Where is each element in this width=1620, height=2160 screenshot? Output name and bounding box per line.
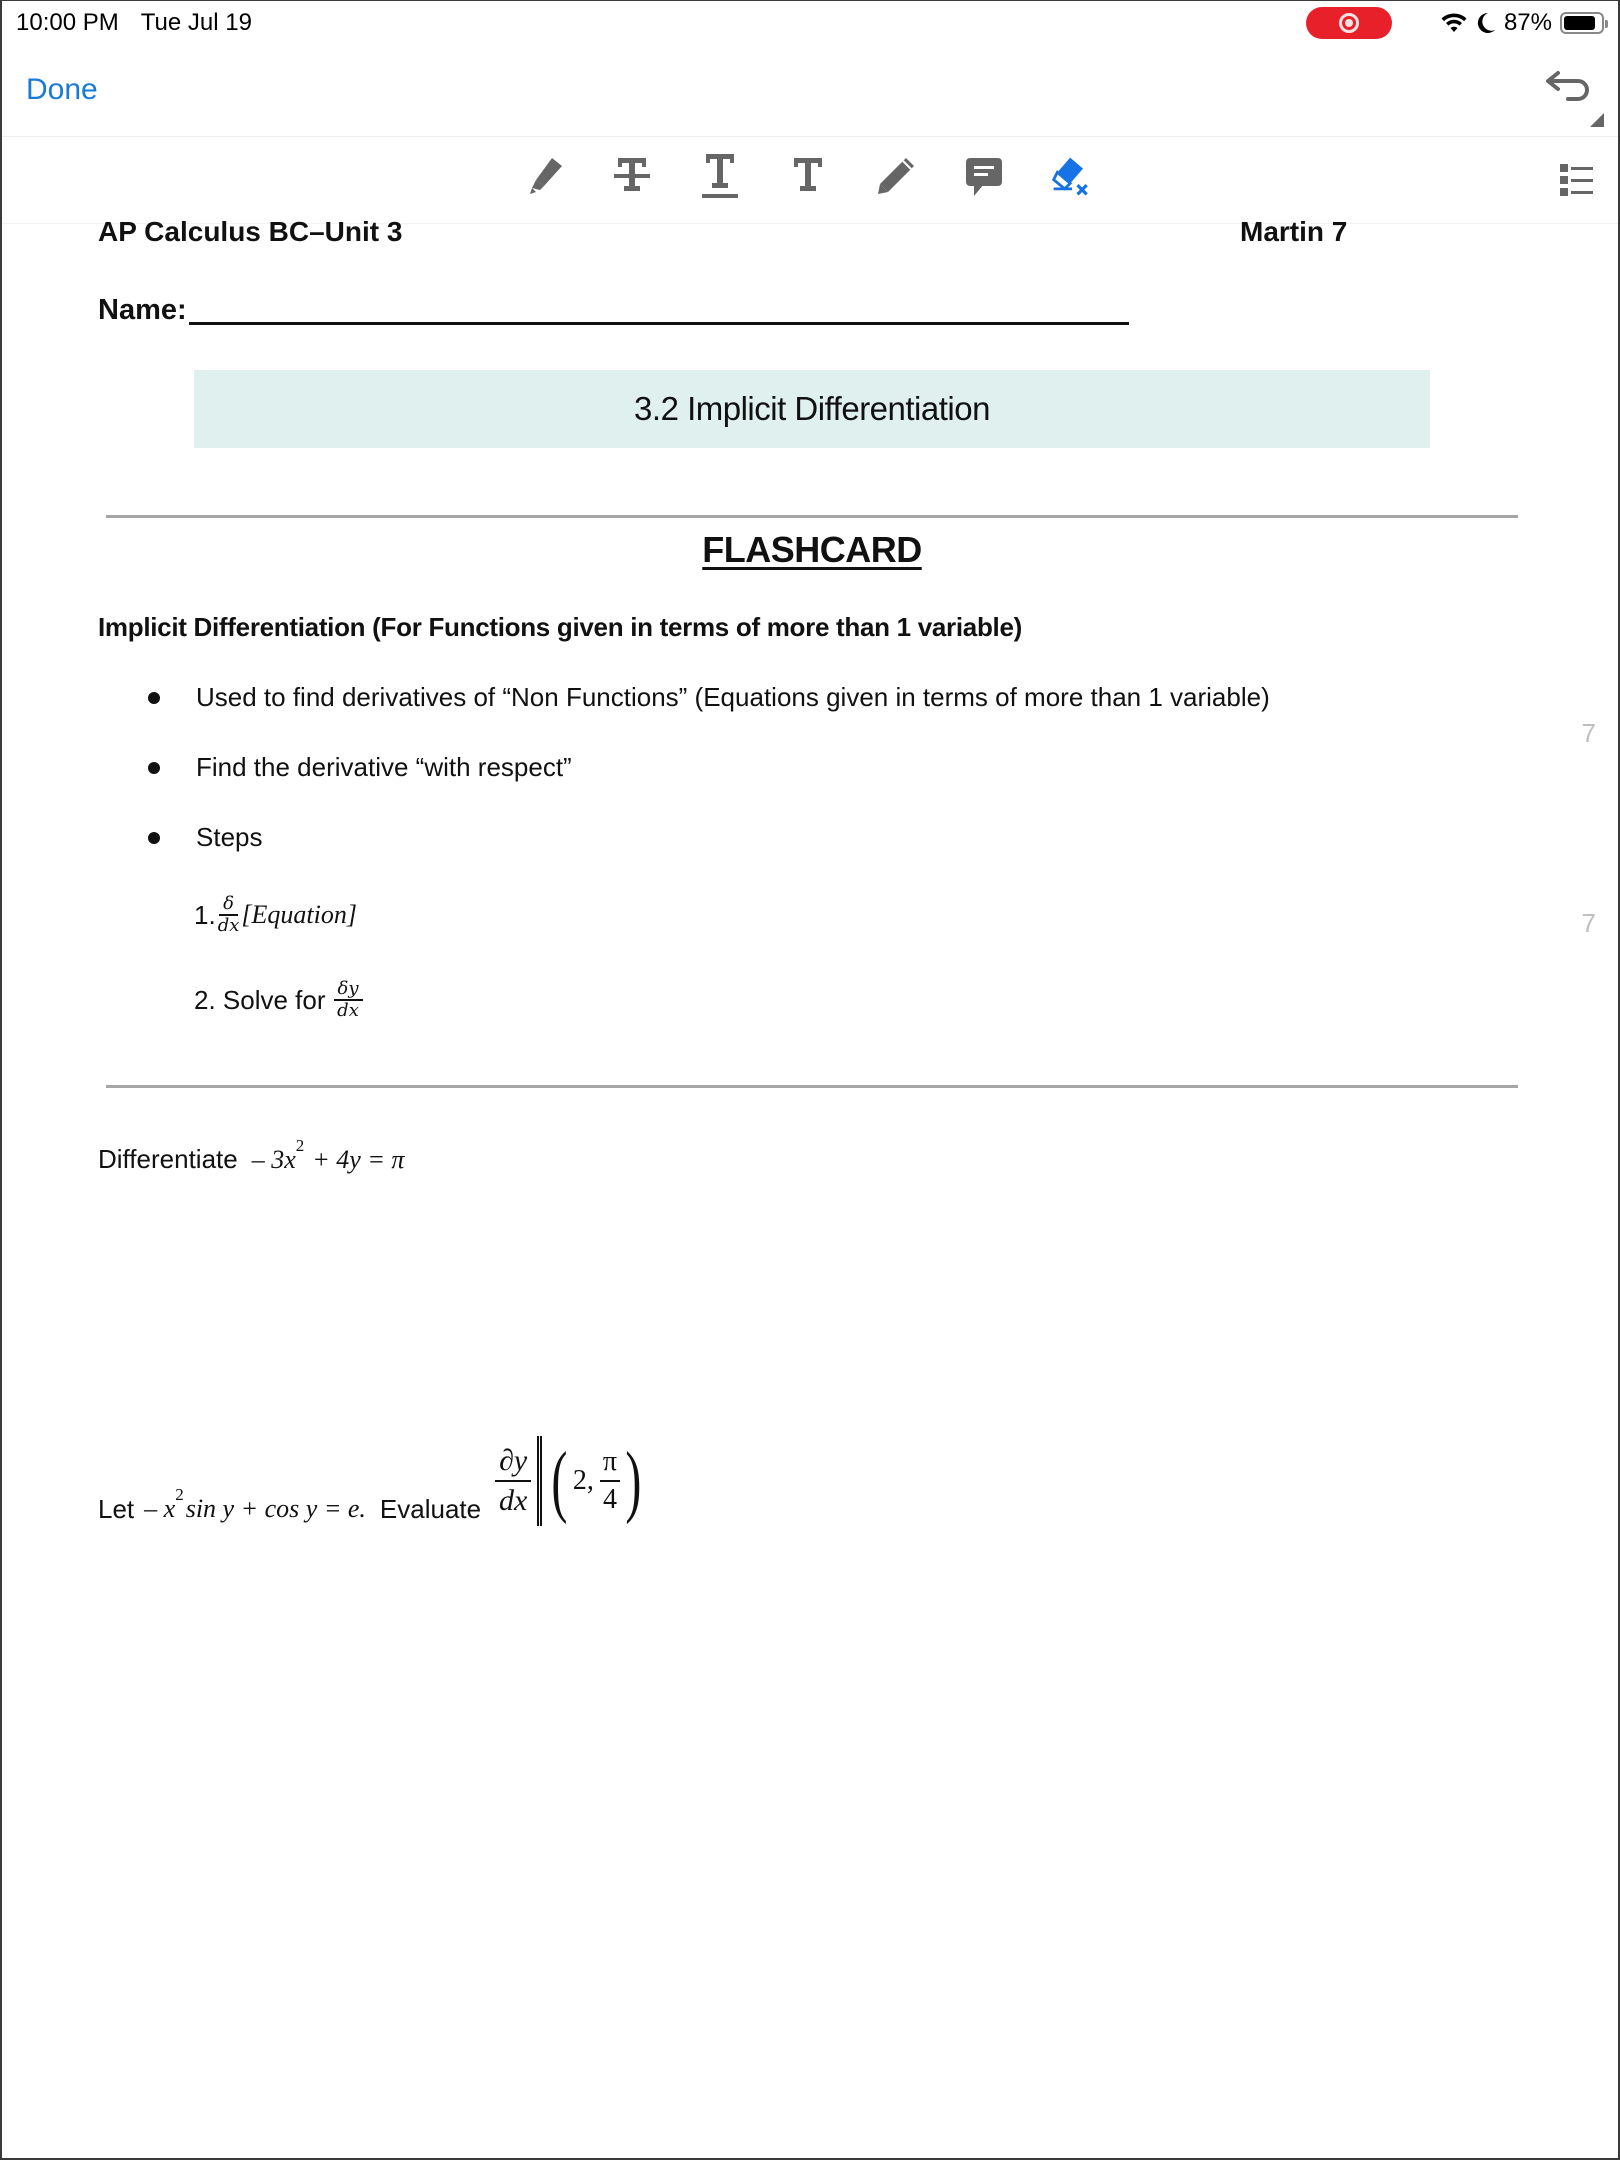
point-fraction: $\frac{\pi}{4}$: [600, 1444, 620, 1518]
highlighter-tool[interactable]: [522, 152, 566, 200]
markup-toolbar: [2, 138, 1618, 224]
problem-1: Differentiate – 3x 2 + 4y = π: [98, 1135, 405, 1174]
lesson-banner: [194, 370, 1430, 448]
name-field[interactable]: [98, 294, 1129, 327]
outline-list-icon[interactable]: [1556, 160, 1596, 200]
step-2: 2. Solve for $\frac{\delta y}{dx}$: [194, 979, 365, 1021]
bullet-item: Used to find derivatives of “Non Functions” (Equations given in terms of more than 1 variable): [148, 682, 1270, 713]
strikethrough-text-icon: [612, 154, 652, 198]
status-bar: [2, 1, 1618, 45]
comment-tool[interactable]: [962, 152, 1006, 200]
section-heading: Implicit Differentiation (For Functions given in terms of more than 1 variable): [98, 612, 1022, 642]
moon-icon: [1476, 12, 1496, 34]
name-label: Name:: [98, 294, 187, 326]
divider: [106, 515, 1518, 518]
bullet-icon: [148, 832, 160, 844]
text-tool[interactable]: [786, 152, 830, 200]
pencil-tool[interactable]: [874, 152, 918, 200]
evaluate-expression: $\frac{\partial y}{dx}$ ( 2, $\frac{\pi}{4}$ ): [495, 1436, 647, 1526]
done-button[interactable]: Done: [26, 73, 98, 106]
page-number: 7: [1581, 718, 1596, 748]
bullet-icon: [148, 762, 160, 774]
eraser-tool[interactable]: [1050, 152, 1094, 200]
lesson-title: 3.2 Implicit Differentiation: [634, 390, 990, 427]
bullet-item: Find the derivative “with respect”: [148, 752, 572, 783]
battery-percent: 87%: [1503, 9, 1552, 36]
navigation-bar: [2, 45, 1618, 137]
screen-recording-indicator[interactable]: [1306, 7, 1392, 39]
derivative-fraction: $\frac{\delta}{dx}$: [217, 893, 240, 936]
course-header: AP Calculus BC–Unit 3: [98, 216, 403, 247]
underline-tool[interactable]: [698, 152, 742, 200]
derivative-fraction: $\frac{\delta y}{dx}$: [334, 979, 363, 1021]
pencil-icon: [874, 154, 918, 198]
teacher-header: Martin 7: [1240, 216, 1348, 247]
resize-handle-icon[interactable]: [1590, 113, 1604, 127]
text-icon: [788, 154, 828, 198]
evaluation-bar: [537, 1436, 542, 1526]
divider: [106, 1085, 1518, 1088]
wifi-icon: [1440, 12, 1468, 34]
page-number: 7: [1581, 908, 1596, 938]
eraser-icon: [1050, 152, 1094, 200]
strikethrough-tool[interactable]: [610, 152, 654, 200]
problem-2: Let – x 2 sin y + cos y = e. Evaluate $\frac{\partial y}{dx}$ ( 2, $\frac{\pi}{4}$ ): [98, 1464, 647, 1554]
step-1: 1. $\frac{\delta}{dx}$ [Equation]: [194, 893, 357, 936]
underline-text-icon: [700, 152, 740, 200]
record-icon: [1339, 13, 1359, 33]
name-blank-line: [189, 322, 1129, 325]
status-time: 10:00 PM: [16, 9, 119, 36]
battery-icon: [1560, 12, 1604, 34]
undo-icon[interactable]: [1544, 67, 1594, 107]
bullet-item: Steps: [148, 822, 263, 853]
partial-derivative: $\frac{\partial y}{dx}$: [495, 1442, 531, 1520]
highlighter-icon: [522, 154, 566, 198]
flashcard-title: FLASHCARD: [702, 529, 922, 570]
bullet-icon: [148, 692, 160, 704]
comment-icon: [964, 154, 1004, 198]
status-date: Tue Jul 19: [140, 9, 252, 36]
